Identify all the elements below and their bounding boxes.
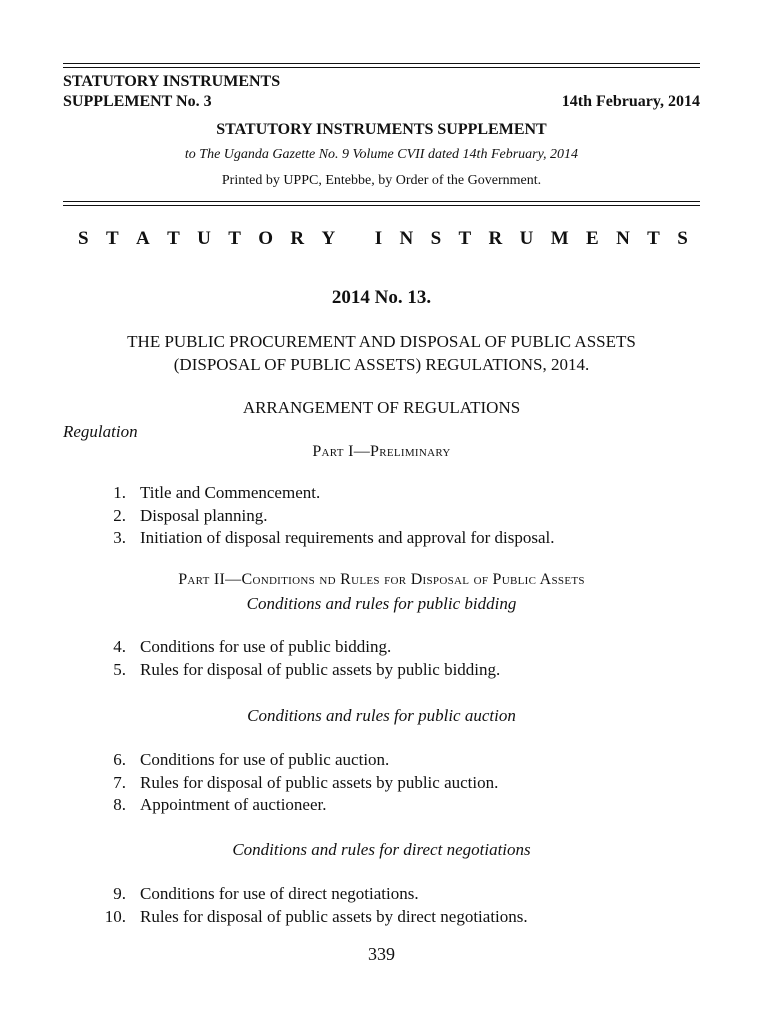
section-heading-direct-negotiations: Conditions and rules for direct negotiations [232,840,531,859]
banner-letter: T [167,228,180,249]
banner-letter: T [105,228,119,249]
banner-letter: S [677,228,688,249]
banner-letter: T [458,228,472,249]
section-heading-public-auction: Conditions and rules for public auction [247,706,516,725]
top-rule-thin [63,67,700,68]
banner-letter: U [197,228,211,249]
list-item: 10. Rules for disposal of public assets by direct negotiations. [104,906,528,926]
part-1-list [90,482,710,550]
act-title-line2: (DISPOSAL OF PUBLIC ASSETS) REGULATIONS, 2014. [173,355,590,374]
banner-letter: R [290,228,305,249]
divider-rule-thick [63,205,700,206]
banner-gap [353,228,358,250]
top-rule [63,63,700,64]
printed-by: Printed by UPPC, Entebbe, by Order of the Government. [221,173,542,188]
list-item: 1. Title and Commencement. [113,483,321,502]
banner-letter: M [550,228,569,249]
list-item: 8. Appointment of auctioneer. [113,795,327,814]
divider-rule [63,201,700,202]
banner-letter: U [519,228,534,249]
arrangement-title: ARRANGEMENT OF REGULATIONS [242,398,521,417]
banner-letter: E [586,228,599,249]
list-item: 7. Rules for disposal of public assets by public auction. [113,772,499,792]
header-left [63,72,280,112]
public-bidding-list [90,636,710,681]
list-item: 6. Conditions for use of public auction. [113,750,390,769]
part-1-heading: Part I—Preliminary [312,443,451,460]
header-line2: SUPPLEMENT No. 3 [63,93,212,110]
direct-negotiations-list [90,883,710,928]
banner-letter: R [488,228,503,249]
act-title [63,330,700,376]
header-line1: STATUTORY INSTRUMENTS [63,73,281,90]
banner-letter: O [258,228,274,249]
list-item: 4. Conditions for use of public bidding. [113,637,392,656]
section-heading-public-bidding: Conditions and rules for public bidding [246,594,517,613]
part-2-heading: Part II—Conditions nd Rules for Disposal of Public Assets [178,571,585,588]
banner-letter: S [430,228,442,249]
act-title-line1: THE PUBLIC PROCUREMENT AND DISPOSAL OF PUBLIC ASSETS [127,332,636,351]
gazette-reference: to The Uganda Gazette No. 9 Volume CVII dated 14th February, 2014 [184,147,579,162]
list-item: 3. Initiation of disposal requirements and approval for disposal. [113,528,555,547]
regulation-label: Regulation [63,422,138,441]
page-number: 339 [368,944,395,964]
list-item: 5. Rules for disposal of public assets by public bidding. [113,659,501,679]
list-item: 9. Conditions for use of direct negotiations. [113,884,419,903]
public-auction-list [90,749,710,817]
banner-letter: T [228,228,241,249]
banner-letter: I [374,228,383,249]
banner-letter: Y [321,228,336,249]
banner-letter: N [399,228,414,249]
banner-letter: N [616,228,630,249]
supplement-title: STATUTORY INSTRUMENTS SUPPLEMENT [216,121,547,138]
banner-letter: T [647,228,660,249]
list-item: 2. Disposal planning. [113,505,268,525]
banner-letter: A [135,228,150,249]
instrument-number: 2014 No. 13. [331,287,432,308]
statutory-instruments-banner [78,228,688,250]
header-date: 14th February, 2014 [561,93,700,110]
banner-letter: S [78,228,89,249]
